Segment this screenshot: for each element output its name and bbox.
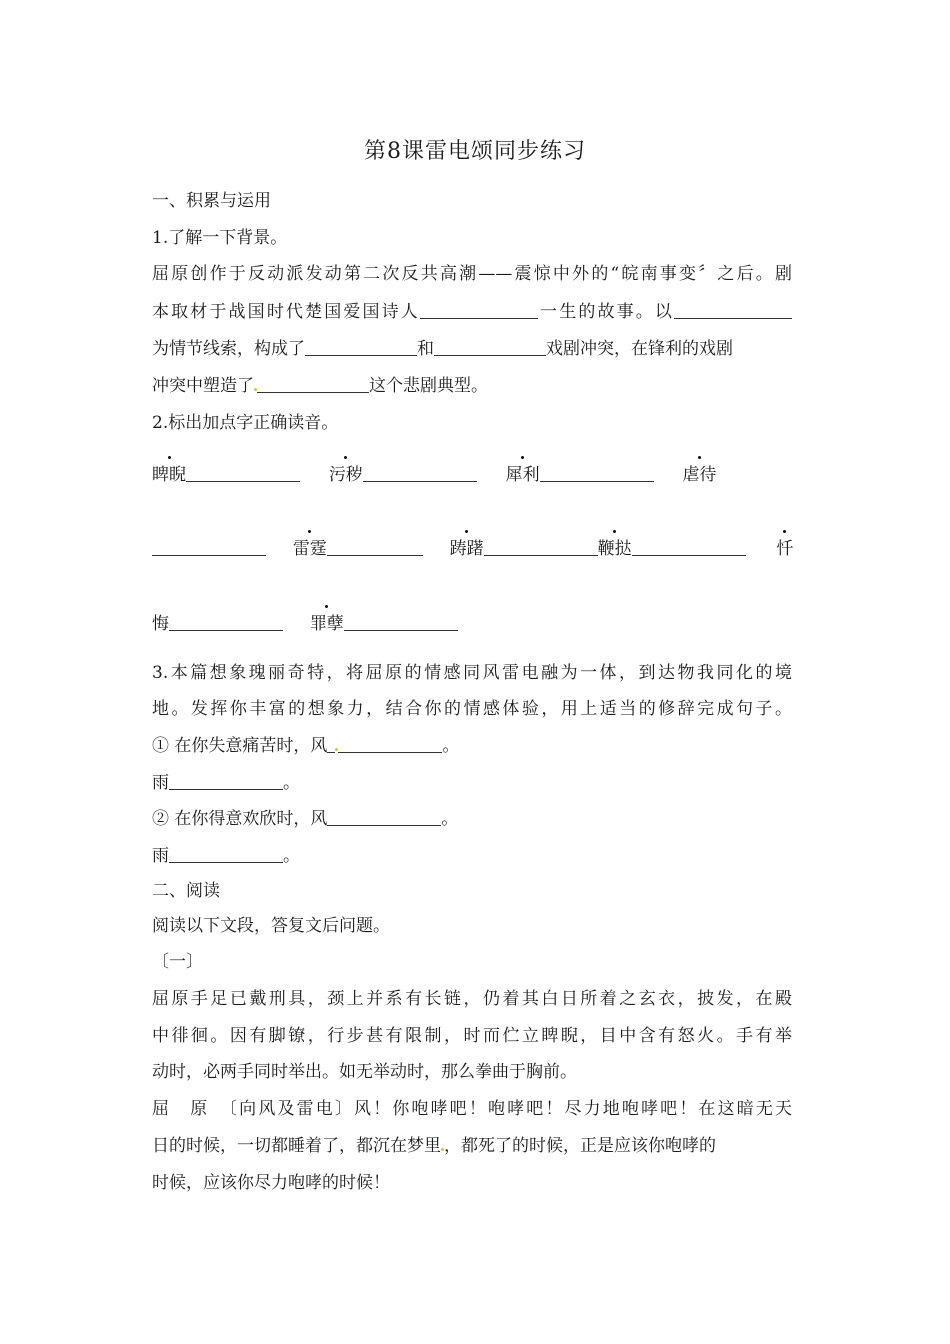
answer-blank[interactable] (434, 337, 546, 356)
word-pini (152, 462, 186, 488)
word-chouchu: 踌躇 (450, 536, 484, 562)
word-biantà: 鞭挞 (598, 536, 632, 562)
passage-1-line-2: 中徘徊。因有脚镣，行步甚有限制，时而伫立睥睨，目中含有怒火。手有举 (152, 1026, 792, 1046)
question-1-line-2 (152, 298, 792, 324)
passage-text: ，都死了的时候，正是应该你咆哮的 (444, 1136, 716, 1156)
section-heading-2: 二、阅读 (152, 881, 220, 901)
pinyin-blank[interactable] (169, 612, 283, 631)
pinyin-blank[interactable] (363, 463, 477, 482)
q1-text: 戏剧冲突，在锋利的戏剧 (546, 339, 733, 359)
question-1-label: 1.了解一下背景。 (152, 228, 288, 248)
pinyin-blank[interactable] (632, 537, 746, 556)
pinyin-blank[interactable] (540, 463, 654, 482)
word-row-3 (152, 610, 792, 636)
q3-text: ① 在你失意痛苦时，风 (152, 736, 328, 756)
word-leiting: 雷霆 (293, 536, 327, 562)
dotted-chars: 睥睨 (152, 462, 186, 488)
q3-item-1 (152, 732, 792, 758)
section-heading-1: 一、积累与运用 (152, 191, 271, 211)
q3-item-2-rain (152, 842, 792, 868)
passage-2-line-2 (152, 1133, 792, 1159)
q3-item-1-rain (152, 769, 792, 795)
question-3-line-1: 3.本篇想象瑰丽奇特，将屈原的情感同风雷电融为一体，到达物我同化的境 (152, 663, 792, 683)
q1-text: 本取材于战国时代楚国爱国诗人 (152, 302, 420, 322)
passage-1-line-3: 动时，必两手同时举出。如无举动时，那么拳曲于胸前。 (152, 1062, 577, 1082)
answer-blank[interactable] (338, 734, 442, 753)
pinyin-blank[interactable] (186, 463, 300, 482)
reading-intro: 阅读以下文段，答复文后问题。 (152, 916, 390, 936)
word-chan: 忏 (776, 536, 793, 562)
answer-blank[interactable] (169, 844, 283, 863)
question-1-line-4 (152, 372, 792, 398)
question-1-line-1: 屈原创作于反动派发动第二次反共高潮——震惊中外的“皖南事变〞之后。剧 (152, 264, 792, 284)
q1-text: 这个悲剧典型。 (369, 376, 488, 396)
q1-text: 一生的故事。以 (537, 302, 675, 322)
question-2-label: 2.标出加点字正确读音。 (152, 413, 339, 433)
passage-2-line-1: 屈 原 〔向风及雷电〕风！你咆哮吧！咆哮吧！尽力地咆哮吧！在这暗无天 (152, 1099, 792, 1119)
word-zuinie: 罪孽 (310, 611, 344, 637)
answer-blank[interactable] (305, 337, 417, 356)
pinyin-blank[interactable] (327, 537, 423, 556)
answer-blank[interactable] (169, 771, 283, 790)
pinyin-blank[interactable] (484, 537, 598, 556)
q3-text: 。 (283, 773, 300, 793)
word-wuhui: 污秽 (329, 462, 363, 488)
page-title: 第8课雷电颂同步练习 (364, 139, 586, 164)
passage-text: 日的时候，一切都睡着了，都沉在梦里 (152, 1136, 441, 1156)
word-nuedai: 虐待 (682, 462, 716, 488)
pinyin-blank[interactable] (152, 537, 266, 556)
question-3-line-2: 地。发挥你丰富的想象力，结合你的情感体验，用上适当的修辞完成句子。 (152, 699, 792, 719)
q3-text: 。 (442, 736, 460, 756)
answer-blank[interactable] (327, 807, 441, 826)
pinyin-blank[interactable] (344, 612, 458, 631)
word-xili: 犀利 (506, 462, 540, 488)
q1-text: 冲突中塑造了 (152, 376, 254, 396)
q3-text: 雨 (152, 773, 169, 793)
q3-item-2 (152, 805, 792, 831)
answer-blank[interactable] (327, 734, 335, 753)
word-hui: 悔 (152, 614, 169, 634)
q3-text: 雨 (152, 846, 169, 866)
q3-text: 。 (283, 846, 300, 866)
q3-text: 。 (441, 809, 459, 829)
passage-2-line-3: 时候，应该你尽力咆哮的时候！ (152, 1173, 390, 1193)
word-row-2 (152, 535, 792, 561)
q1-text: 和 (417, 339, 434, 359)
answer-blank[interactable] (420, 300, 538, 319)
answer-blank[interactable] (257, 374, 369, 393)
passage-1-line-1: 屈原手足已戴刑具，颈上并系有长链，仍着其白日所着之玄衣，披发，在殿 (152, 989, 792, 1009)
q1-text: 为情节线索，构成了 (152, 339, 305, 359)
question-1-line-3 (152, 335, 792, 361)
answer-blank[interactable] (674, 300, 792, 319)
q3-text: ② 在你得意欢欣时，风 (152, 809, 328, 829)
word-row-1 (152, 461, 792, 487)
reading-part-1: 〔一〕 (152, 952, 203, 972)
